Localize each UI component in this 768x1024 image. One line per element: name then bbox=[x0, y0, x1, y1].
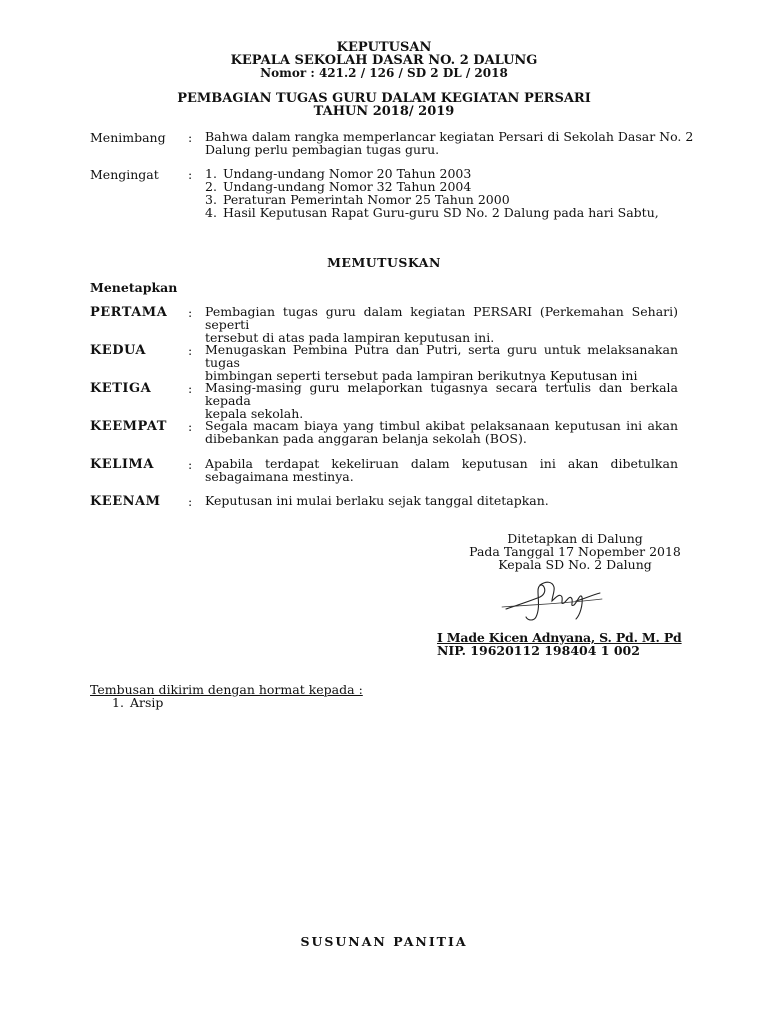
section-text-pertama bbox=[205, 305, 678, 344]
section-line: kepala sekolah. bbox=[205, 406, 304, 421]
section-line: bimbingan seperti tersebut pada lampiran berikutnya Keputusan ini bbox=[205, 368, 638, 383]
list-item-number: 3. bbox=[205, 192, 217, 207]
section-label-kelima: KELIMA bbox=[90, 457, 154, 472]
doc-heading-nomor: Nomor : 421.2 / 126 / SD 2 DL / 2018 bbox=[260, 66, 508, 80]
tembusan-heading: Tembusan dikirim dengan hormat kepada : bbox=[90, 682, 363, 697]
section-line: dibebankan pada anggaran belanja sekolah (BOS). bbox=[205, 431, 527, 446]
list-item-number: 1. bbox=[112, 695, 124, 710]
signature-place: Ditetapkan di Dalung bbox=[507, 531, 643, 546]
section-colon: : bbox=[188, 494, 193, 509]
section-text-ketiga bbox=[205, 381, 678, 420]
list-item-text: Arsip bbox=[130, 695, 164, 710]
section-colon: : bbox=[188, 305, 193, 320]
section-line: Keputusan ini mulai berlaku sejak tanggal ditetapkan. bbox=[205, 493, 549, 508]
section-line: tersebut di atas pada lampiran keputusan ini. bbox=[205, 330, 495, 345]
section-colon: : bbox=[188, 457, 193, 472]
section-label-keenam: KEENAM bbox=[90, 494, 161, 509]
signature-position: Kepala SD No. 2 Dalung bbox=[498, 557, 652, 572]
menimbang-line: Dalung perlu pembagian tugas guru. bbox=[205, 142, 440, 157]
menimbang-text bbox=[205, 129, 694, 157]
list-item-number: 4. bbox=[205, 205, 217, 220]
mengingat-label: Mengingat bbox=[90, 167, 159, 182]
susunan-panitia-heading: SUSUNAN PANITIA bbox=[300, 934, 468, 949]
section-line: Segala macam biaya yang timbul akibat pelaksanaan keputusan ini akan bbox=[205, 418, 678, 433]
section-line: Masing-masing guru melaporkan tugasnya secara tertulis dan berkala kepada bbox=[205, 380, 678, 408]
signature-date: Pada Tanggal 17 Nopember 2018 bbox=[469, 544, 681, 559]
doc-title: PEMBAGIAN TUGAS GURU DALAM KEGIATAN PERSARI bbox=[177, 91, 591, 106]
list-item-number: 2. bbox=[205, 179, 217, 194]
section-colon: : bbox=[188, 343, 193, 358]
mengingat-colon: : bbox=[188, 167, 193, 182]
handwritten-signature-icon bbox=[500, 575, 605, 623]
signatory-name: I Made Kicen Adnyana, S. Pd. M. Pd bbox=[437, 630, 682, 645]
menetapkan-label: Menetapkan bbox=[90, 280, 178, 295]
menimbang-colon: : bbox=[188, 130, 193, 145]
signatory-nip: NIP. 19620112 198404 1 002 bbox=[437, 643, 640, 658]
section-label-ketiga: KETIGA bbox=[90, 381, 152, 396]
section-text-keenam bbox=[205, 494, 678, 507]
section-line: Pembagian tugas guru dalam kegiatan PERSARI (Perkemahan Sehari) seperti bbox=[205, 304, 678, 332]
menimbang-line: Bahwa dalam rangka memperlancar kegiatan Persari di Sekolah Dasar No. 2 bbox=[205, 129, 694, 144]
section-colon: : bbox=[188, 419, 193, 434]
list-item-text: Peraturan Pemerintah Nomor 25 Tahun 2000 bbox=[223, 192, 510, 207]
section-label-keempat: KEEMPAT bbox=[90, 419, 167, 434]
menimbang-label: Menimbang bbox=[90, 130, 166, 145]
section-line: Menugaskan Pembina Putra dan Putri, serta guru untuk melaksanakan tugas bbox=[205, 342, 678, 370]
section-text-kedua bbox=[205, 343, 678, 382]
section-text-kelima bbox=[205, 457, 678, 483]
doc-heading-kepala-sekolah: KEPALA SEKOLAH DASAR NO. 2 DALUNG bbox=[230, 53, 538, 68]
list-item-text: Undang-undang Nomor 20 Tahun 2003 bbox=[223, 166, 472, 181]
list-item bbox=[205, 206, 659, 219]
mengingat-list bbox=[205, 167, 659, 219]
section-text-keempat bbox=[205, 419, 678, 445]
tembusan-item bbox=[112, 695, 163, 710]
list-item-text: Hasil Keputusan Rapat Guru-guru SD No. 2 Dalung pada hari Sabtu, bbox=[223, 205, 659, 220]
section-colon: : bbox=[188, 381, 193, 396]
doc-title-year: TAHUN 2018/ 2019 bbox=[313, 104, 455, 119]
list-item-number: 1. bbox=[205, 166, 217, 181]
list-item-text: Undang-undang Nomor 32 Tahun 2004 bbox=[223, 179, 472, 194]
memutuskan-heading: MEMUTUSKAN bbox=[327, 255, 441, 270]
doc-heading-keputusan: KEPUTUSAN bbox=[336, 40, 432, 55]
section-line: Apabila terdapat kekeliruan dalam keputusan ini akan dibetulkan bbox=[205, 456, 678, 471]
section-label-kedua: KEDUA bbox=[90, 343, 147, 358]
section-line: sebagaimana mestinya. bbox=[205, 469, 354, 484]
section-label-pertama: PERTAMA bbox=[90, 305, 168, 320]
